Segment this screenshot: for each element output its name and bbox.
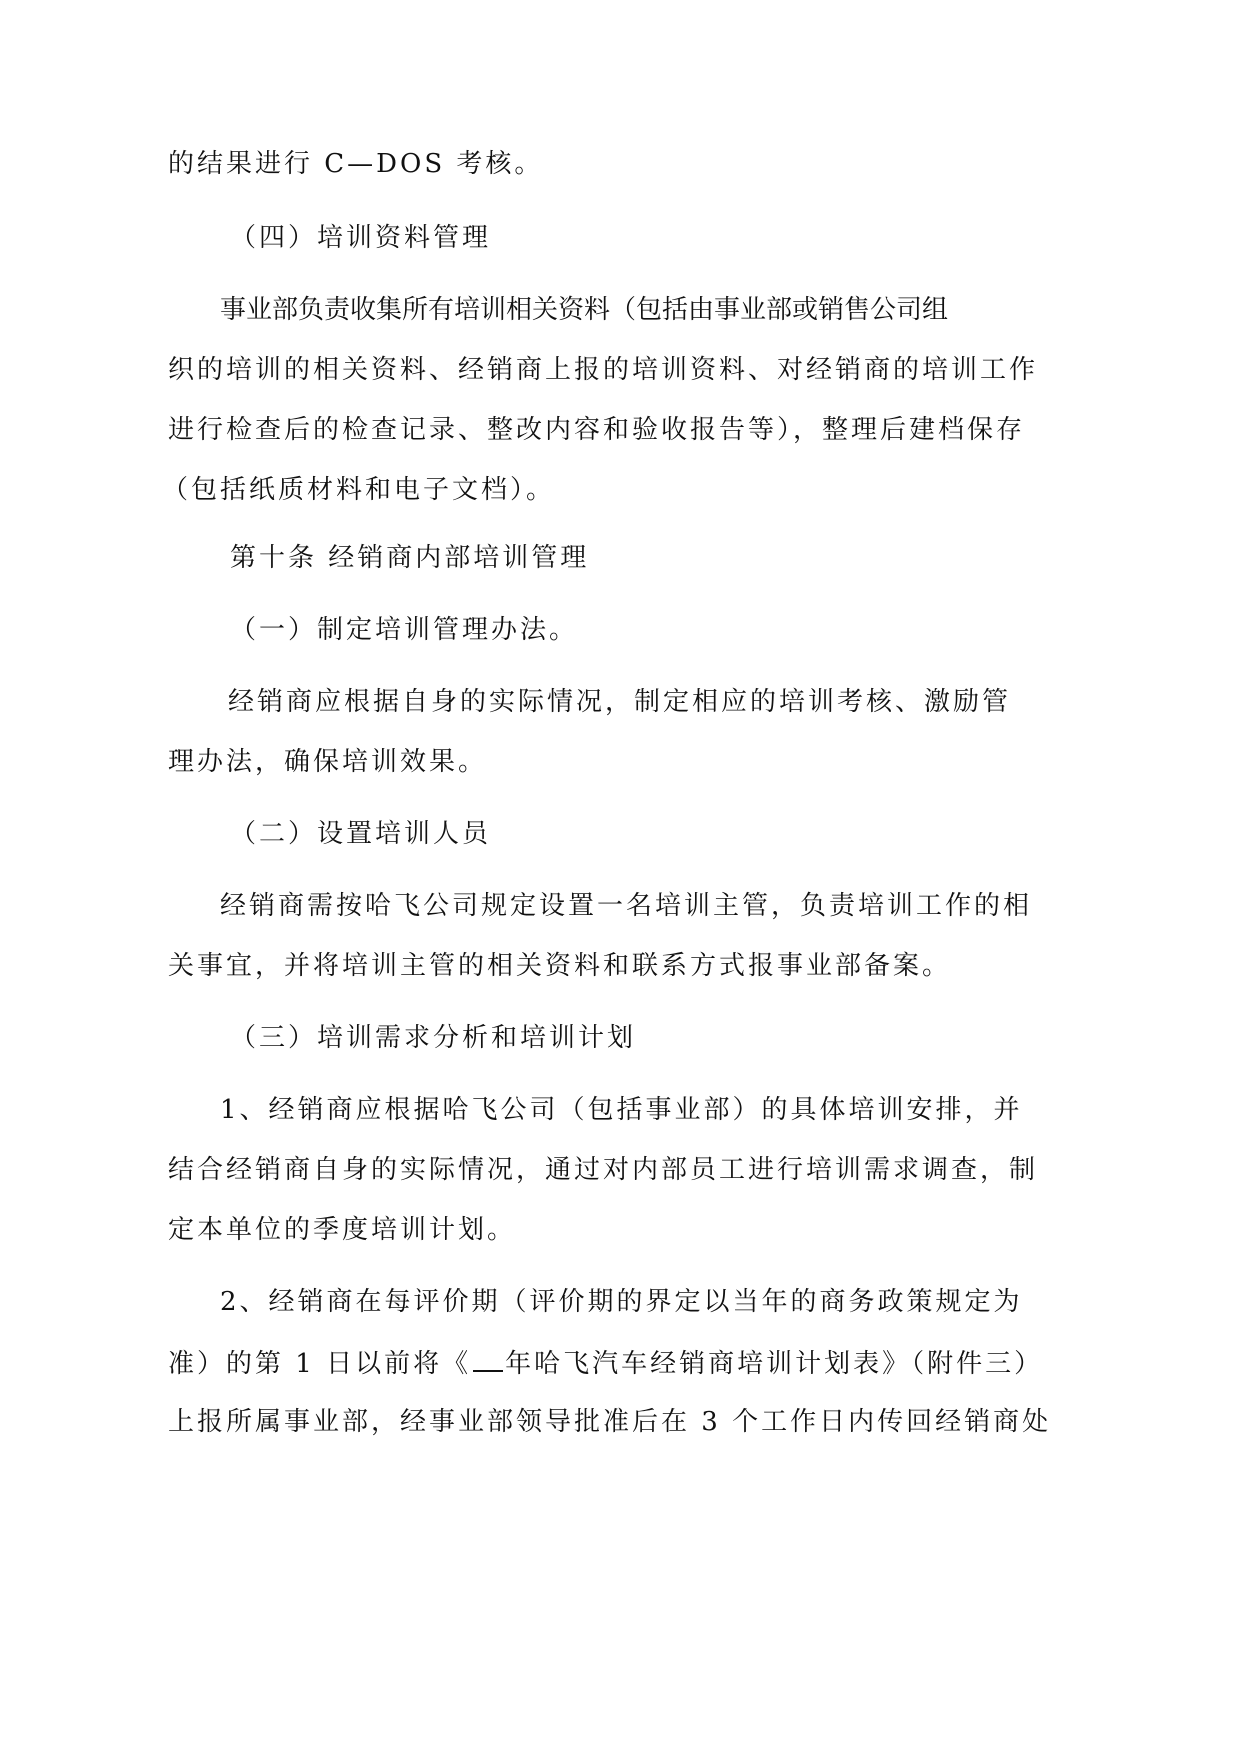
text-line-6: （包括纸质材料和电子文档）。 bbox=[162, 475, 556, 505]
line-text-part-1: 准）的第 1 日以前将《 bbox=[168, 1349, 472, 1379]
text-line-10: 理办法，确保培训效果。 bbox=[168, 747, 488, 777]
section-heading-4: （四）培训资料管理 bbox=[230, 223, 492, 253]
text-line-20: 上报所属事业部，经事业部领导批准后在 3 个工作日内传回经销商处 bbox=[168, 1407, 1052, 1437]
text-line-15: 1、经销商应根据哈飞公司（包括事业部）的具体培训安排，并 bbox=[220, 1095, 1023, 1125]
fill-in-blank bbox=[473, 1346, 503, 1372]
section-heading-1: （一）制定培训管理办法。 bbox=[230, 615, 579, 645]
text-line-12: 经销商需按哈飞公司规定设置一名培训主管，负责培训工作的相 bbox=[220, 891, 1033, 921]
text-line-4: 织的培训的相关资料、经销商上报的培训资料、对经销商的培训工作 bbox=[168, 355, 1039, 385]
text-line-17: 定本单位的季度培训计划。 bbox=[168, 1215, 517, 1245]
text-line-5: 进行检查后的检查记录、整改内容和验收报告等），整理后建档保存 bbox=[168, 415, 1026, 445]
text-line-13: 关事宜，并将培训主管的相关资料和联系方式报事业部备案。 bbox=[168, 951, 952, 981]
line-text: 事业部负责收集所有培训相关资料（包括由事业部或销售公司组 bbox=[220, 295, 949, 325]
text-line-1: 的结果进行 C—DOS 考核。 bbox=[168, 149, 544, 179]
text-line-19 bbox=[168, 1346, 1043, 1380]
text-line-18: 2、经销商在每评价期（评价期的界定以当年的商务政策规定为 bbox=[220, 1287, 1023, 1317]
section-heading-3: （三）培训需求分析和培训计划 bbox=[230, 1023, 637, 1053]
section-heading-2: （二）设置培训人员 bbox=[230, 819, 492, 849]
line-text-part-2: 年哈飞汽车经销商培训计划表》（附件三） bbox=[505, 1349, 1044, 1379]
text-line-9: 经销商应根据自身的实际情况，制定相应的培训考核、激励管 bbox=[228, 687, 1012, 717]
article-heading-10: 第十条 经销商内部培训管理 bbox=[230, 543, 590, 573]
text-line-16: 结合经销商自身的实际情况，通过对内部员工进行培训需求调查，制 bbox=[168, 1155, 1039, 1185]
text-line-3 bbox=[220, 294, 949, 326]
